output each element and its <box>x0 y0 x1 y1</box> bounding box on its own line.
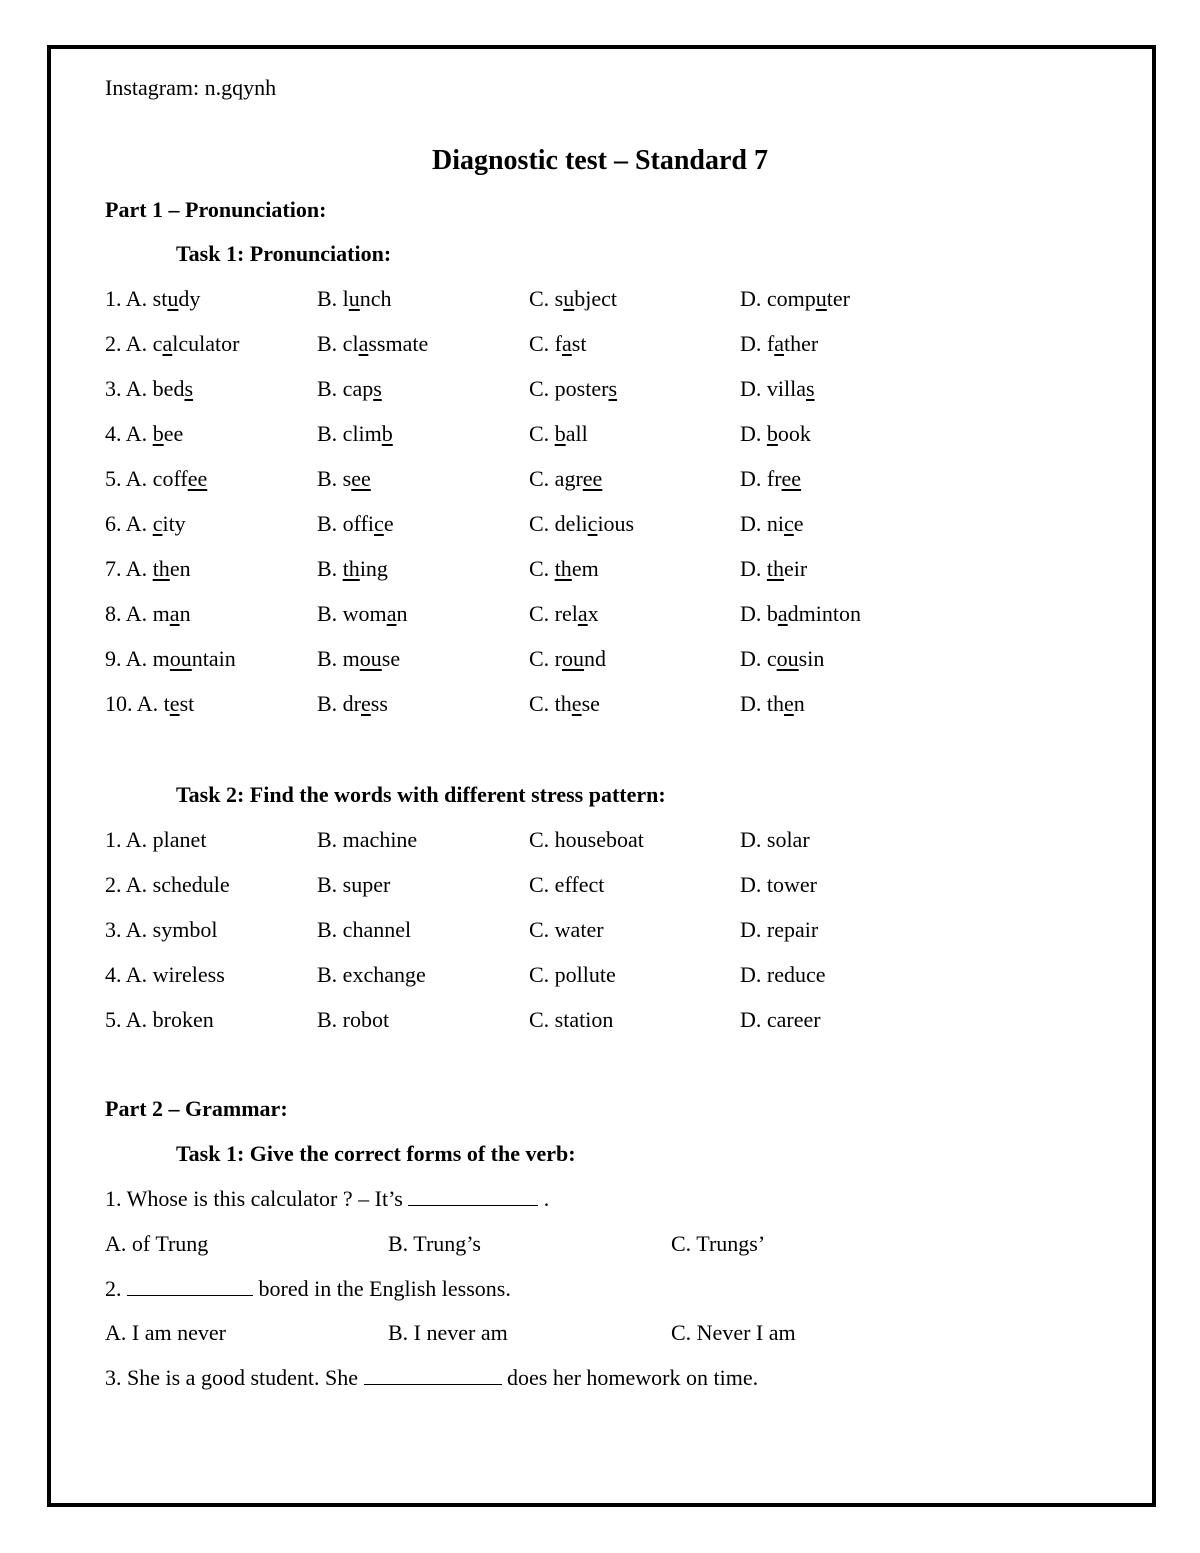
underlined-sound: s <box>373 376 382 401</box>
pron-q3-option-b <box>317 375 382 403</box>
answer-blank <box>364 1366 502 1385</box>
word-part: 3. A. bed <box>105 376 185 401</box>
q2-option-a: A. I am never <box>105 1320 226 1345</box>
grammar-question-1 <box>105 1185 549 1213</box>
pron-q8-option-d <box>740 600 861 628</box>
word-part: all <box>565 421 588 446</box>
word-part: ee <box>163 421 184 446</box>
word-part: 9. A. m <box>105 646 170 671</box>
pron-q2-option-a <box>105 330 239 358</box>
word-part: D. fr <box>740 466 782 491</box>
stress-q2-option-c: C. effect <box>529 872 605 897</box>
word-part: eir <box>784 556 808 581</box>
question-text-end: bored in the English lessons. <box>253 1276 511 1301</box>
word-part: B. offi <box>317 511 375 536</box>
part1-task2-heading: Task 2: Find the words with different stress pattern: <box>176 782 666 807</box>
word-part: C. th <box>529 691 572 716</box>
question-text: 2. <box>105 1276 122 1301</box>
pron-q7-option-a <box>105 555 191 583</box>
stress-q2-option-b: B. super <box>317 872 391 897</box>
underlined-sound: ee <box>781 466 802 491</box>
underlined-sound: a <box>162 331 173 356</box>
pron-q1-option-b <box>317 285 392 313</box>
q2-option-c: C. Never I am <box>671 1320 796 1345</box>
pron-q7-option-d <box>740 555 807 583</box>
word-part: C. deli <box>529 511 588 536</box>
underlined-sound: ou <box>776 646 799 671</box>
word-part: C. <box>529 421 555 446</box>
underlined-sound: ou <box>562 646 584 671</box>
answer-blank <box>408 1187 538 1206</box>
underlined-sound: b <box>766 421 778 446</box>
word-part: D. th <box>740 691 784 716</box>
underlined-sound: b <box>381 421 393 446</box>
word-part: 1. A. st <box>105 286 168 311</box>
word-part: D. <box>740 421 767 446</box>
word-part: C. r <box>529 646 562 671</box>
word-part: C. agr <box>529 466 583 491</box>
part2-task1-heading: Task 1: Give the correct forms of the verb: <box>176 1141 576 1166</box>
underlined-sound: u <box>563 286 575 311</box>
pron-q6-option-b <box>317 510 394 538</box>
stress-q5-option-c: C. station <box>529 1007 614 1032</box>
pron-q8-option-a <box>105 600 191 628</box>
pron-q4-option-d <box>740 420 811 448</box>
underlined-sound: a <box>358 331 369 356</box>
word-part: ious <box>597 511 635 536</box>
word-part: nch <box>359 286 392 311</box>
pron-q2-option-b <box>317 330 428 358</box>
pron-q7-option-b <box>317 555 388 583</box>
word-part: n <box>793 691 805 716</box>
word-part: ntain <box>191 646 236 671</box>
pron-q2-option-d <box>740 330 818 358</box>
word-part: n <box>179 601 191 626</box>
word-part: e <box>793 511 804 536</box>
word-part: x <box>587 601 599 626</box>
underlined-sound: s <box>806 376 815 401</box>
word-part: dminton <box>787 601 861 626</box>
q1-option-c: C. Trungs’ <box>671 1231 766 1256</box>
underlined-sound: e <box>571 691 582 716</box>
question-text: 1. Whose is this calculator ? – It’s <box>105 1186 403 1211</box>
stress-q3-option-c: C. water <box>529 917 604 942</box>
word-part: D. c <box>740 646 777 671</box>
word-part: bject <box>574 286 618 311</box>
pron-q9-option-d <box>740 645 824 673</box>
underlined-sound: b <box>152 421 164 446</box>
word-part: B. m <box>317 646 360 671</box>
underlined-sound: s <box>184 376 194 401</box>
part1-heading: Part 1 – Pronunciation: <box>105 197 327 222</box>
underlined-sound: s <box>608 376 618 401</box>
word-part: en <box>169 556 191 581</box>
underlined-sound: c <box>784 511 794 536</box>
pron-q6-option-d <box>740 510 804 538</box>
question-text: 3. She is a good student. She <box>105 1365 358 1390</box>
word-part: C. poster <box>529 376 609 401</box>
pron-q9-option-a <box>105 645 236 673</box>
underlined-sound: th <box>152 556 170 581</box>
stress-q4-option-d: D. reduce <box>740 962 826 987</box>
underlined-sound: a <box>774 331 784 356</box>
word-part: C. rel <box>529 601 578 626</box>
word-part: D. <box>740 556 767 581</box>
word-part: st <box>571 331 587 356</box>
stress-q1-option-a: 1. A. planet <box>105 827 207 852</box>
stress-q1-option-c: C. houseboat <box>529 827 644 852</box>
question-text-end: . <box>538 1186 550 1211</box>
pron-q8-option-c <box>529 600 599 628</box>
pron-q6-option-c <box>529 510 634 538</box>
underlined-sound: th <box>766 556 785 581</box>
answer-blank <box>127 1277 253 1296</box>
word-part: D. comp <box>740 286 816 311</box>
pron-q6-option-a <box>105 510 186 538</box>
underlined-sound: ee <box>187 466 208 491</box>
pron-q2-option-c <box>529 330 586 358</box>
pron-q5-option-c <box>529 465 602 493</box>
word-part: C. f <box>529 331 562 356</box>
pron-q4-option-b <box>317 420 393 448</box>
stress-q5-option-a: 5. A. broken <box>105 1007 214 1032</box>
underlined-sound: ee <box>582 466 603 491</box>
grammar-question-3 <box>105 1364 758 1392</box>
pron-q3-option-d <box>740 375 815 403</box>
underlined-sound: ou <box>169 646 192 671</box>
q1-option-a: A. of Trung <box>105 1231 209 1256</box>
pron-q10-option-a <box>105 690 194 718</box>
underlined-sound: u <box>348 286 360 311</box>
word-part: ss <box>370 691 388 716</box>
stress-q2-option-d: D. tower <box>740 872 817 897</box>
word-part: D. ni <box>740 511 784 536</box>
pron-q9-option-b <box>317 645 400 673</box>
word-part: nd <box>584 646 606 671</box>
pron-q1-option-d <box>740 285 850 313</box>
q2-option-b: B. I never am <box>388 1320 508 1345</box>
question-text-end: does her homework on time. <box>501 1365 759 1390</box>
underlined-sound: th <box>342 556 360 581</box>
underlined-sound: e <box>784 691 794 716</box>
word-part: sin <box>798 646 825 671</box>
stress-q2-option-a: 2. A. schedule <box>105 872 230 897</box>
stress-q3-option-a: 3. A. symbol <box>105 917 218 942</box>
word-part: 8. A. m <box>105 601 170 626</box>
part2-heading: Part 2 – Grammar: <box>105 1096 288 1121</box>
word-part: B. clim <box>317 421 382 446</box>
underlined-sound: a <box>777 601 788 626</box>
underlined-sound: u <box>167 286 179 311</box>
word-part: 5. A. coff <box>105 466 188 491</box>
underlined-sound: u <box>815 286 827 311</box>
underlined-sound: e <box>169 691 180 716</box>
pron-q5-option-a <box>105 465 207 493</box>
pron-q10-option-d <box>740 690 805 718</box>
word-part: dy <box>178 286 201 311</box>
pron-q1-option-a <box>105 285 200 313</box>
pron-q5-option-b <box>317 465 371 493</box>
word-part: se <box>381 646 401 671</box>
stress-q5-option-d: D. career <box>740 1007 821 1032</box>
pron-q9-option-c <box>529 645 606 673</box>
grammar-question-2 <box>105 1275 511 1303</box>
underlined-sound: c <box>374 511 384 536</box>
word-part: D. villa <box>740 376 806 401</box>
underlined-sound: a <box>577 601 588 626</box>
pron-q8-option-b <box>317 600 407 628</box>
page-title: Diagnostic test – Standard 7 <box>431 145 768 176</box>
word-part: ther <box>783 331 819 356</box>
q1-option-b: B. Trung’s <box>388 1231 481 1256</box>
part1-task1-heading: Task 1: Pronunciation: <box>176 241 392 266</box>
underlined-sound: ee <box>351 466 371 491</box>
pron-q10-option-b <box>317 690 388 718</box>
word-part: B. l <box>317 286 349 311</box>
word-part: D. b <box>740 601 778 626</box>
underlined-sound: b <box>554 421 566 446</box>
underlined-sound: a <box>386 601 397 626</box>
word-part: ssmate <box>368 331 429 356</box>
pron-q4-option-a <box>105 420 183 448</box>
pron-q7-option-c <box>529 555 599 583</box>
stress-q3-option-d: D. repair <box>740 917 819 942</box>
underlined-sound: a <box>562 331 572 356</box>
word-part: B. <box>317 556 343 581</box>
word-part: C. <box>529 556 555 581</box>
pron-q3-option-c <box>529 375 617 403</box>
underlined-sound: c <box>587 511 598 536</box>
word-part: st <box>179 691 195 716</box>
word-part: 6. A. <box>105 511 153 536</box>
underlined-sound: th <box>554 556 572 581</box>
word-part: ity <box>162 511 186 536</box>
stress-q4-option-a: 4. A. wireless <box>105 962 225 987</box>
word-part: B. s <box>317 466 352 491</box>
pron-q1-option-c <box>529 285 617 313</box>
underlined-sound: a <box>169 601 180 626</box>
stress-q5-option-b: B. robot <box>317 1007 390 1032</box>
underlined-sound: c <box>152 511 163 536</box>
word-part: B. dr <box>317 691 361 716</box>
word-part: n <box>396 601 408 626</box>
word-part: se <box>581 691 600 716</box>
underlined-sound: e <box>361 691 371 716</box>
word-part: 10. A. t <box>105 691 170 716</box>
word-part: ing <box>359 556 388 581</box>
pron-q5-option-d <box>740 465 801 493</box>
word-part: ook <box>777 421 811 446</box>
word-part: 7. A. <box>105 556 153 581</box>
word-part: 4. A. <box>105 421 153 446</box>
word-part: B. cl <box>317 331 359 356</box>
word-part: e <box>383 511 394 536</box>
word-part: C. s <box>529 286 564 311</box>
underlined-sound: ou <box>359 646 382 671</box>
pron-q3-option-a <box>105 375 193 403</box>
stress-q3-option-b: B. channel <box>317 917 412 942</box>
stress-q1-option-b: B. machine <box>317 827 418 852</box>
pron-q4-option-c <box>529 420 588 448</box>
word-part: B. cap <box>317 376 374 401</box>
word-part: lculator <box>172 331 240 356</box>
instagram-handle: Instagram: n.gqynh <box>105 75 277 100</box>
stress-q1-option-d: D. solar <box>740 827 810 852</box>
stress-q4-option-b: B. exchange <box>317 962 426 987</box>
word-part: em <box>571 556 599 581</box>
word-part: D. f <box>740 331 775 356</box>
word-part: 2. A. c <box>105 331 163 356</box>
pron-q10-option-c <box>529 690 600 718</box>
stress-q4-option-c: C. pollute <box>529 962 616 987</box>
word-part: B. wom <box>317 601 387 626</box>
word-part: ter <box>826 286 850 311</box>
